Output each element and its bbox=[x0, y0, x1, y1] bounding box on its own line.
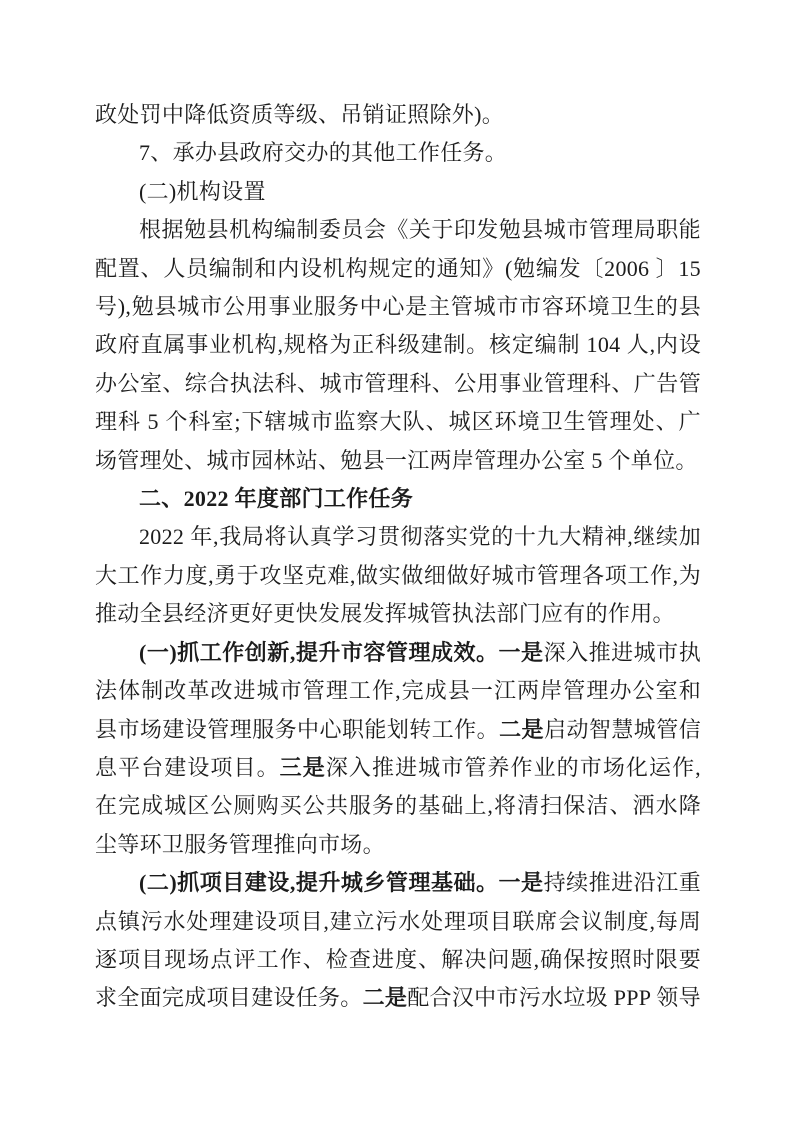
text-run: 配合汉中市污水垃圾 PPP 领导 bbox=[407, 985, 701, 1011]
paragraph-task-1 bbox=[95, 634, 701, 864]
text-run: 7、承办县政府交办的其他工作任务。 bbox=[139, 140, 508, 166]
heading-text: 二、2022 年度部门工作任务 bbox=[139, 486, 414, 512]
text-run: 持续推进沿江重点镇污水处理建设项目,建立污水处理项目联席会议制度,每周逐项目现场点评工作、检查进度、解决问题,确保按照时限要求全面完成项目建设任务。 bbox=[95, 870, 702, 1011]
paragraph-org-setup bbox=[95, 211, 701, 480]
text-run-bold: (一)抓工作创新,提升市容管理成效。一是 bbox=[139, 639, 544, 665]
text-run: (二)机构设置 bbox=[139, 178, 266, 204]
text-run-bold: 二是 bbox=[362, 985, 408, 1011]
text-run: 启动智慧城管信息平台建设项目。 bbox=[95, 716, 701, 780]
text-run-bold: 三是 bbox=[279, 754, 326, 780]
text-run: 根据勉县机构编制委员会《关于印发勉县城市管理局职能配置、人员编制和内设机构规定的通知》(勉编发〔2006 〕15 号),勉县城市公用事业服务中心是主管城市市容环境卫生的县政府直属事业机构,规格为正科级建制。核定编制 104 人,内设办公室、综合执法科、城市管理科、公用事业管理科、广告管理科 5 个科室;下辖城市监察大队、城区环境卫生管理处、广场管理处、城市园林站、勉县一江两岸管理办公室 5 个单位。 bbox=[95, 217, 701, 473]
document-text-content bbox=[95, 96, 701, 1018]
text-run: 深入推进城市执法体制改革改进城市管理工作,完成县一江两岸管理办公室和县市场建设管理服务中心职能划转工作。 bbox=[95, 639, 702, 742]
text-run: 政处罚中降低资质等级、吊销证照除外)。 bbox=[95, 102, 505, 127]
text-run-bold: 二是 bbox=[499, 716, 544, 742]
paragraph-2022-intro bbox=[95, 518, 701, 633]
paragraph-task-2 bbox=[95, 864, 701, 1018]
paragraph-continuation bbox=[95, 96, 701, 134]
text-run-bold: (二)抓项目建设,提升城乡管理基础。一是 bbox=[139, 870, 544, 896]
text-run: 2022 年,我局将认真学习贯彻落实党的十九大精神,继续加大工作力度,勇于攻坚克难,做实做细做好城市管理各项工作,为推动全县经济更好更快发展发挥城管执法部门应有的作用。 bbox=[95, 524, 701, 627]
text-run: 深入推进城市管养作业的市场化运作,在完成城区公厕购买公共服务的基础上,将清扫保洁、洒水降尘等环卫服务管理推向市场。 bbox=[95, 754, 701, 857]
heading-2022-tasks bbox=[95, 480, 701, 518]
heading-org-setup bbox=[95, 173, 701, 211]
paragraph-item-7 bbox=[95, 134, 701, 172]
